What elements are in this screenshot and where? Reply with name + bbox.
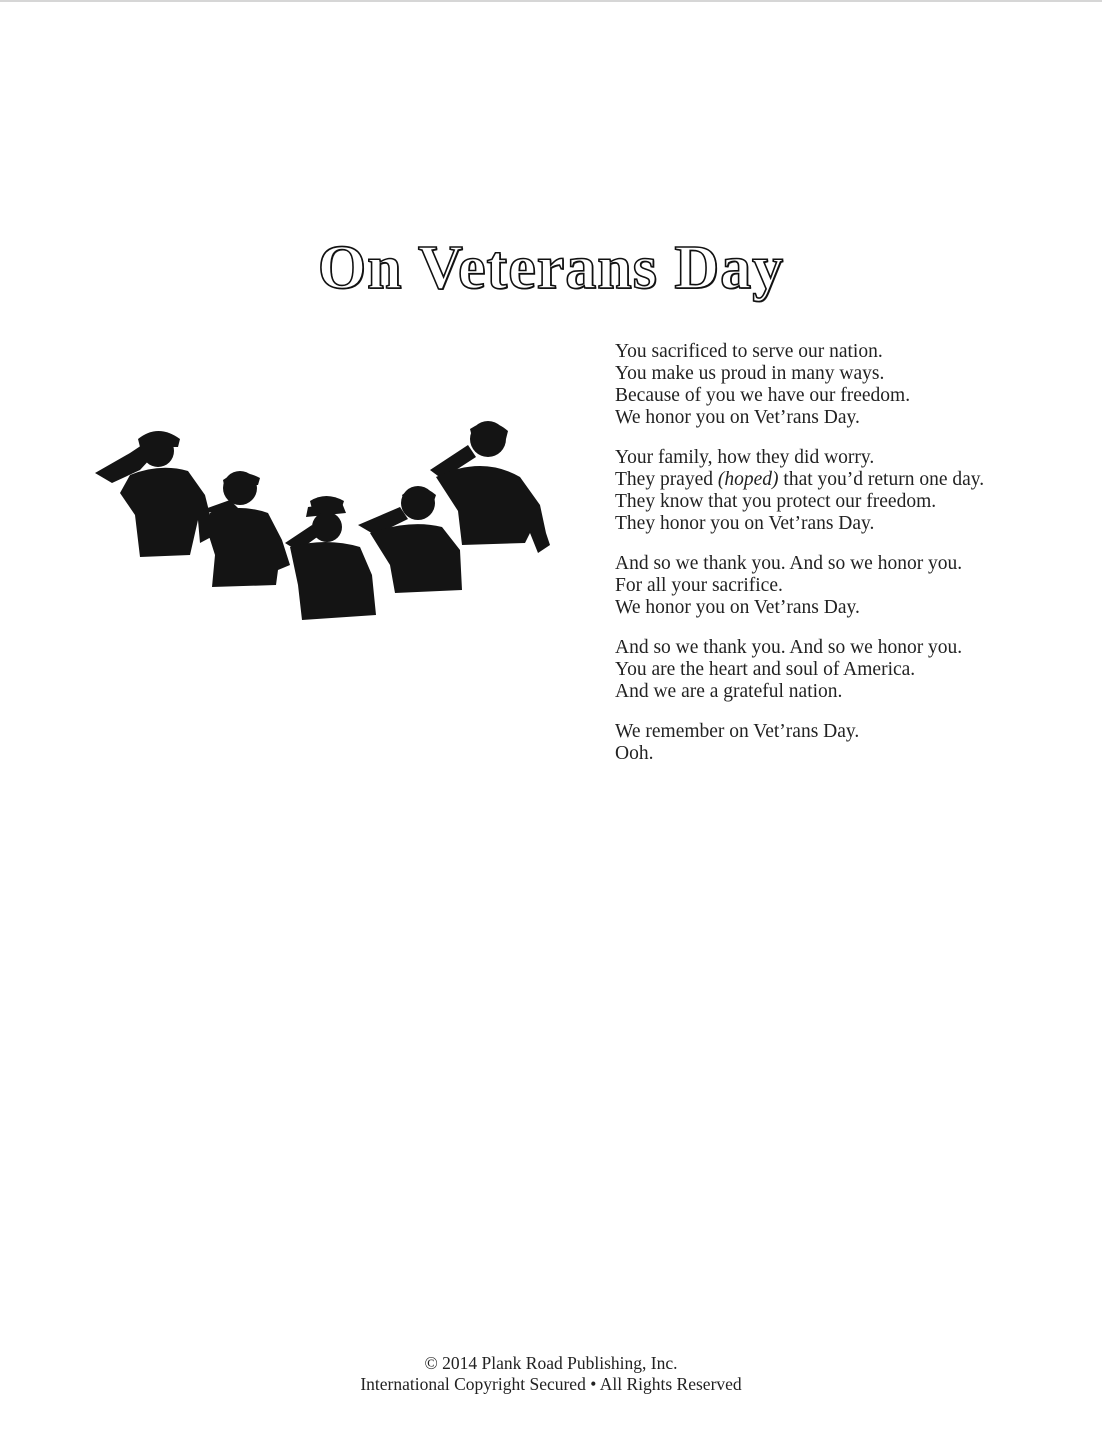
copyright-footer xyxy=(0,1353,1102,1395)
lyric-line: You make us proud in many ways. xyxy=(615,363,885,384)
lyric-line: You sacrificed to serve our nation. xyxy=(615,341,883,362)
stanza-2 xyxy=(615,447,1085,535)
lyric-line: And so we thank you. And so we honor you. xyxy=(615,553,963,574)
lyric-line: You are the heart and soul of America. xyxy=(615,659,916,680)
lyric-fragment: They prayed xyxy=(615,469,718,490)
lyrics xyxy=(615,341,1085,783)
top-rule xyxy=(0,0,1102,2)
rights-line: International Copyright Secured • All Rights Reserved xyxy=(360,1374,742,1394)
stanza-3 xyxy=(615,553,1085,619)
lyric-line: Ooh. xyxy=(615,743,654,764)
lyric-line xyxy=(615,469,1085,491)
lyric-line: We honor you on Vet’rans Day. xyxy=(615,597,860,618)
saluting-soldiers-silhouette-icon xyxy=(90,415,555,630)
lyric-line: We honor you on Vet’rans Day. xyxy=(615,407,860,428)
lyric-fragment: that you’d return one day. xyxy=(778,469,985,490)
lyric-line: Your family, how they did worry. xyxy=(615,447,875,468)
stanza-1 xyxy=(615,341,1085,429)
lyric-line: We remember on Vet’rans Day. xyxy=(615,721,860,742)
lyric-line: And we are a grateful nation. xyxy=(615,681,843,702)
page-title: On Veterans Day xyxy=(317,233,785,302)
lyric-line: They honor you on Vet’rans Day. xyxy=(615,513,875,534)
stanza-4 xyxy=(615,637,1085,703)
lyric-line: For all your sacrifice. xyxy=(615,575,783,596)
lyric-line: They know that you protect our freedom. xyxy=(615,491,937,512)
copyright-line: © 2014 Plank Road Publishing, Inc. xyxy=(424,1353,678,1373)
stanza-5 xyxy=(615,721,1085,765)
lyric-line: And so we thank you. And so we honor you. xyxy=(615,637,963,658)
lyric-italic: (hoped) xyxy=(717,469,779,490)
lyric-line: Because of you we have our freedom. xyxy=(615,385,911,406)
